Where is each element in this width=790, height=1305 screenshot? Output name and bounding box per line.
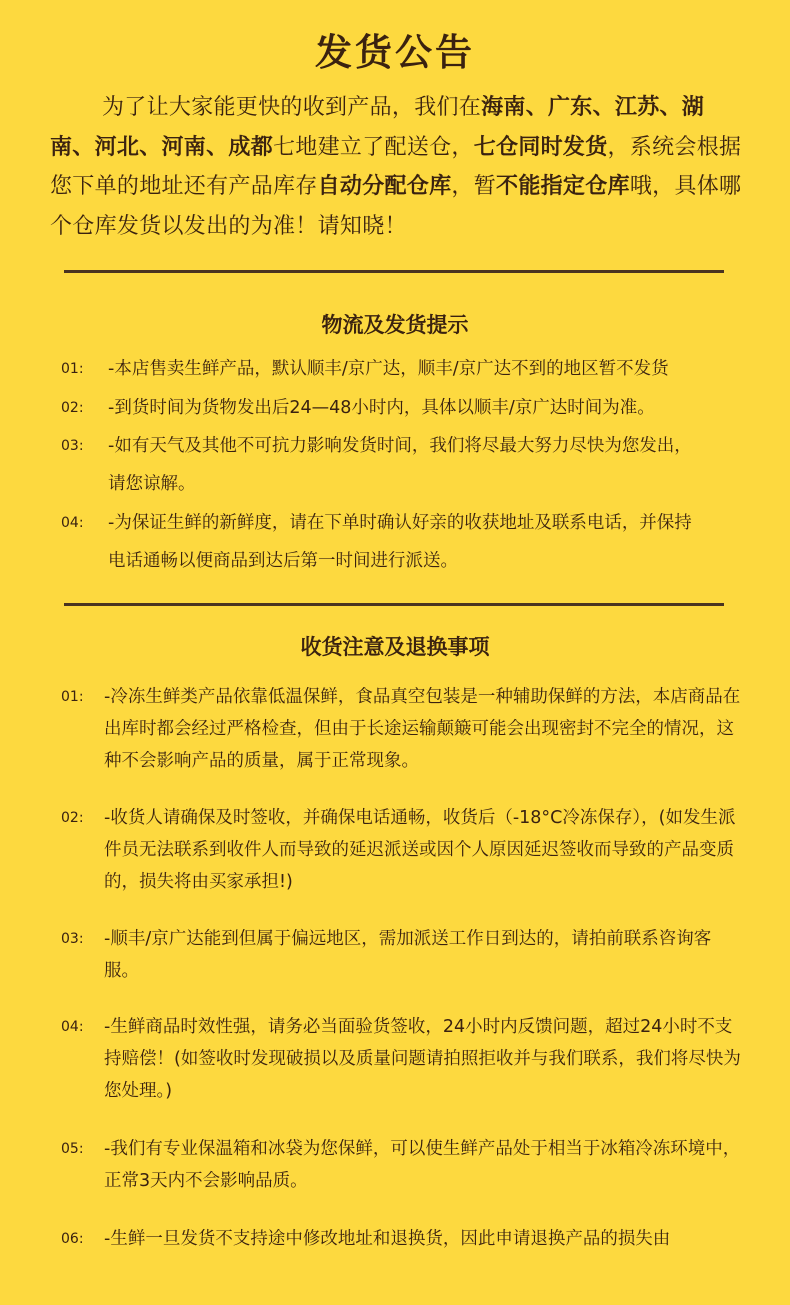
section-title-logistics: 物流及发货提示 [321,313,469,337]
item-number: 05: [61,1141,84,1157]
section-title-returns: 收货注意及退换事项 [300,635,490,659]
item-text: -到货时间为货物发出后24—48小时内，具体以顺丰/京广达时间为准。 [108,398,655,418]
divider [64,270,724,273]
item-text: -收货人请确保及时签收，并确保电话通畅，收货后（-18°C冷冻保存），(如发生派件员无法联系到收件人而导致的延迟派送或因个人原因延迟签收而导致的产品变质的，损失将由买家承担!) [104,808,736,892]
item-text: -生鲜商品时效性强，请务必当面验货签收，24小时内反馈问题，超过24小时不支持赔偿！(如签收时发现破损以及质量问题请拍照拒收并与我们联系，我们将尽快为您处理。) [104,1017,741,1101]
item-number: 01: [61,361,84,377]
item-number: 02: [61,810,84,826]
item-number: 02: [61,400,84,416]
intro-paragraph [50,88,745,246]
divider [64,603,724,606]
item-text: -我们有专业保温箱和冰袋为您保鲜，可以使生鲜产品处于相当于冰箱冷冻环境中，正常3天内不会影响品质。 [104,1139,741,1191]
intro-text-2: 七地建立了配送仓， [273,134,474,160]
intro-bold-no-choice: 不能指定仓库 [496,174,630,199]
item-number: 04: [61,515,84,531]
item-text: -冷冻生鲜类产品依靠低温保鲜，食品真空包装是一种辅助保鲜的方法，本店商品在出库时都会经过严格检查，但由于长途运输颠簸可能会出现密封不完全的情况，这种不会影响产品的质量，属于正常现象。 [104,687,741,771]
intro-text-5: 哦，具体哪个仓库发货以发出的为准！请知晓！ [50,174,742,239]
item-text: -如有天气及其他不可抗力影响发货时间，我们将尽最大努力尽快为您发出，请您谅解。 [108,436,692,494]
item-number: 03: [61,438,84,454]
intro-bold-shipping: 七仓同时发货 [473,134,608,160]
page-title: 发货公告 [315,31,475,74]
item-text: -为保证生鲜的新鲜度，请在下单时确认好亲的收获地址及联系电话，并保持电话通畅以便商品到达后第一时间进行派送。 [108,513,692,571]
item-number: 01: [61,689,84,705]
item-number: 04: [61,1019,84,1035]
intro-bold-auto-assign: 自动分配仓库 [317,174,452,199]
item-number: 06: [61,1231,84,1247]
intro-text-4: ，暂 [451,174,497,199]
intro-bold-provinces: 海南、广东、江苏、湖南、河北、河南、成都 [50,95,705,160]
intro-text-1: 为了让大家能更快的收到产品，我们在 [102,95,482,120]
item-text: -本店售卖生鲜产品，默认顺丰/京广达，顺丰/京广达不到的地区暂不发货 [108,359,669,379]
item-text: -顺丰/京广达能到但属于偏远地区，需加派送工作日到达的，请拍前联系咨询客服。 [104,929,712,981]
intro-text-3: ，系统会根据您下单的地址还有产品库存 [50,134,742,199]
item-number: 03: [61,931,84,947]
item-text: -生鲜一旦发货不支持途中修改地址和退换货，因此申请退换产品的损失由 [104,1229,671,1249]
